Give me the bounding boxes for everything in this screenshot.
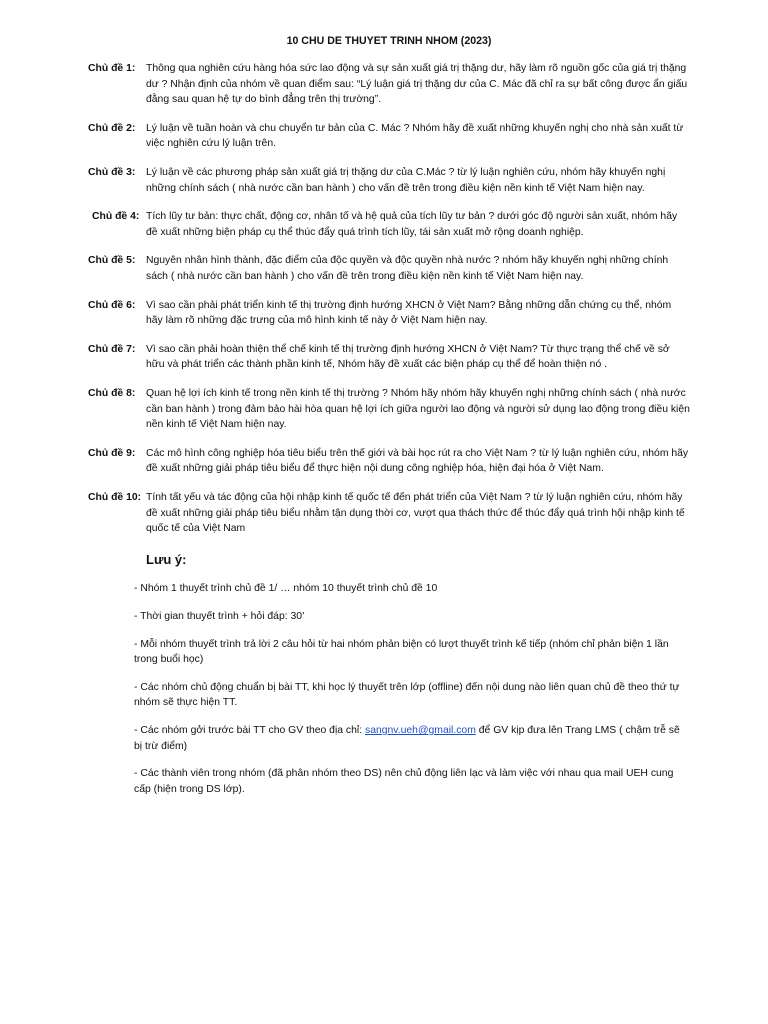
- note-item-1: - Nhóm 1 thuyết trình chủ đề 1/ … nhóm 10 thuyết trình chủ đề 10: [134, 583, 438, 595]
- topic-label: Chủ đề 6:: [88, 299, 136, 311]
- topic-8: [88, 386, 690, 433]
- topic-label: Chủ đề 8:: [88, 388, 136, 400]
- topic-label: Chủ đề 1:: [88, 62, 136, 74]
- topic-label: Chủ đề 4:: [92, 211, 140, 223]
- topic-text: Thông qua nghiên cứu hàng hóa sức lao động và sự sản xuất giá trị thặng dư, hãy làm rõ nguồn gốc của giá trị thặng dư ? Nhận định của nhóm về quan điểm sau: “Lý luận giá trị thặng dư của C. Mác đã chỉ ra sự bất công được ẩn giấu đằng sau quan hệ tự do bình đẳng trên thị trường”.: [146, 62, 688, 106]
- topic-text: Vì sao cần phải hoàn thiện thể chế kinh tế thị trường định hướng XHCN ở Việt Nam? Từ thực trạng thể chế về sở hữu và phát triển các thành phần kinh tế, Nhóm hãy đề xuất các biện pháp cụ thể để hoàn thiện nó .: [146, 343, 670, 371]
- document-title: 10 CHU DE THUYET TRINH NHOM (2023): [286, 35, 492, 47]
- topic-10: [88, 490, 690, 537]
- email-link[interactable]: sangnv.ueh@gmail.com: [365, 725, 476, 737]
- topic-text: Quan hệ lợi ích kinh tế trong nền kinh tế thị trường ? Nhóm hãy nhóm hãy khuyến nghị những chính sách ( nhà nước cần ban hành ) trong đảm bảo hài hòa quan hệ lợi ích giữa người lao động và người sử dụng lao động trong điều kiện nền kinh tế Việt Nam hiện nay.: [146, 388, 690, 431]
- topic-text: Vì sao cần phải phát triển kinh tế thị trường định hướng XHCN ở Việt Nam? Bằng những dẫn chứng cụ thể, nhóm hãy làm rõ những đặc trưng của mô hình kinh tế này ở Việt Nam hiện nay.: [146, 299, 672, 327]
- topic-label: Chủ đề 5:: [88, 255, 136, 267]
- topic-text: Tính tất yếu và tác động của hội nhập kinh tế quốc tế đến phát triển của Việt Nam ? từ lý luận nghiên cứu, nhóm hãy đề xuất những giải pháp tiêu biểu nhằm tận dụng thời cơ, vượt qua thách thức để thúc đẩy quá trình hội nhập kinh tế quốc tế của Việt Nam: [146, 492, 685, 535]
- topic-2: [88, 121, 690, 152]
- topic-5: [88, 253, 690, 284]
- note-item-5-before: - Các nhóm gởi trước bài TT cho GV theo địa chỉ:: [134, 725, 365, 737]
- topic-text: Các mô hình công nghiệp hóa tiêu biểu trên thế giới và bài học rút ra cho Việt Nam ? từ lý luận nghiên cứu, nhóm hãy đề xuất những giải pháp tiêu biểu để thực hiện nội dung công nghiệp hóa, hiện đại hóa ở Việt Nam.: [146, 447, 689, 475]
- topic-9: [88, 446, 690, 477]
- topic-text: Lý luận về các phương pháp sản xuất giá trị thặng dư của C.Mác ? từ lý luận nghiên cứu, nhóm hãy khuyến nghị những chính sách ( nhà nước cần ban hành ) cho vấn đề trên trong điều kiện nền kinh tế Việt Nam hiện nay.: [146, 166, 666, 194]
- topic-4: [88, 209, 690, 240]
- topic-label: Chủ đề 3:: [88, 166, 136, 178]
- topic-label: Chủ đề 9:: [88, 447, 136, 459]
- topic-text: Lý luận về tuần hoàn và chu chuyển tư bản của C. Mác ? Nhóm hãy đề xuất những khuyến nghị cho nhà sản xuất từ việc nghiên cứu lý luận trên.: [146, 122, 684, 150]
- note-item-5-after: để GV kịp đưa lên Trang LMS ( chậm trễ sẽ bị trừ điểm): [134, 725, 680, 752]
- notes-section: [88, 550, 690, 798]
- topic-label: Chủ đề 7:: [88, 343, 136, 355]
- notes-heading: Lưu ý:: [146, 551, 187, 567]
- note-item-2: - Thời gian thuyết trình + hỏi đáp: 30’: [134, 611, 305, 623]
- note-item-4: - Các nhóm chủ động chuẩn bị bài TT, khi học lý thuyết trên lớp (offline) đến nội dung nào liên quan chủ đề theo thứ tự nhóm sẽ thực hiện TT.: [134, 681, 680, 709]
- topic-7: [88, 342, 690, 373]
- note-item-6: - Các thành viên trong nhóm (đã phân nhóm theo DS) nên chủ động liên lạc và làm việc với nhau qua mail UEH cung cấp (hiện trong DS lớp).: [134, 768, 674, 795]
- topic-1: [88, 61, 690, 108]
- note-item-3: - Mỗi nhóm thuyết trình trả lời 2 câu hỏi từ hai nhóm phản biện có lượt thuyết trình kế tiếp (nhóm chỉ phản biện 1 lần trong buổi học): [134, 638, 669, 666]
- note-item-5: [134, 723, 690, 754]
- topic-3: [88, 165, 690, 196]
- topic-label: Chủ đề 10:: [88, 492, 142, 504]
- topic-label: Chủ đề 2:: [88, 122, 136, 134]
- topic-text: Nguyên nhân hình thành, đặc điểm của độc quyền và độc quyền nhà nước ? nhóm hãy khuyến nghị những chính sách ( nhà nước cần ban hành ) cho vấn đề trên trong điều kiện nền kinh tế Việt Nam hiện nay.: [146, 255, 669, 282]
- topic-text: Tích lũy tư bản: thực chất, động cơ, nhân tố và hệ quả của tích lũy tư bản ? dưới góc độ người sản xuất, nhóm hãy đề xuất những biện pháp cụ thể thúc đẩy quá trình tích lũy, tái sản xuất mở rộng doanh nghiệp.: [146, 211, 678, 238]
- topic-6: [88, 298, 690, 329]
